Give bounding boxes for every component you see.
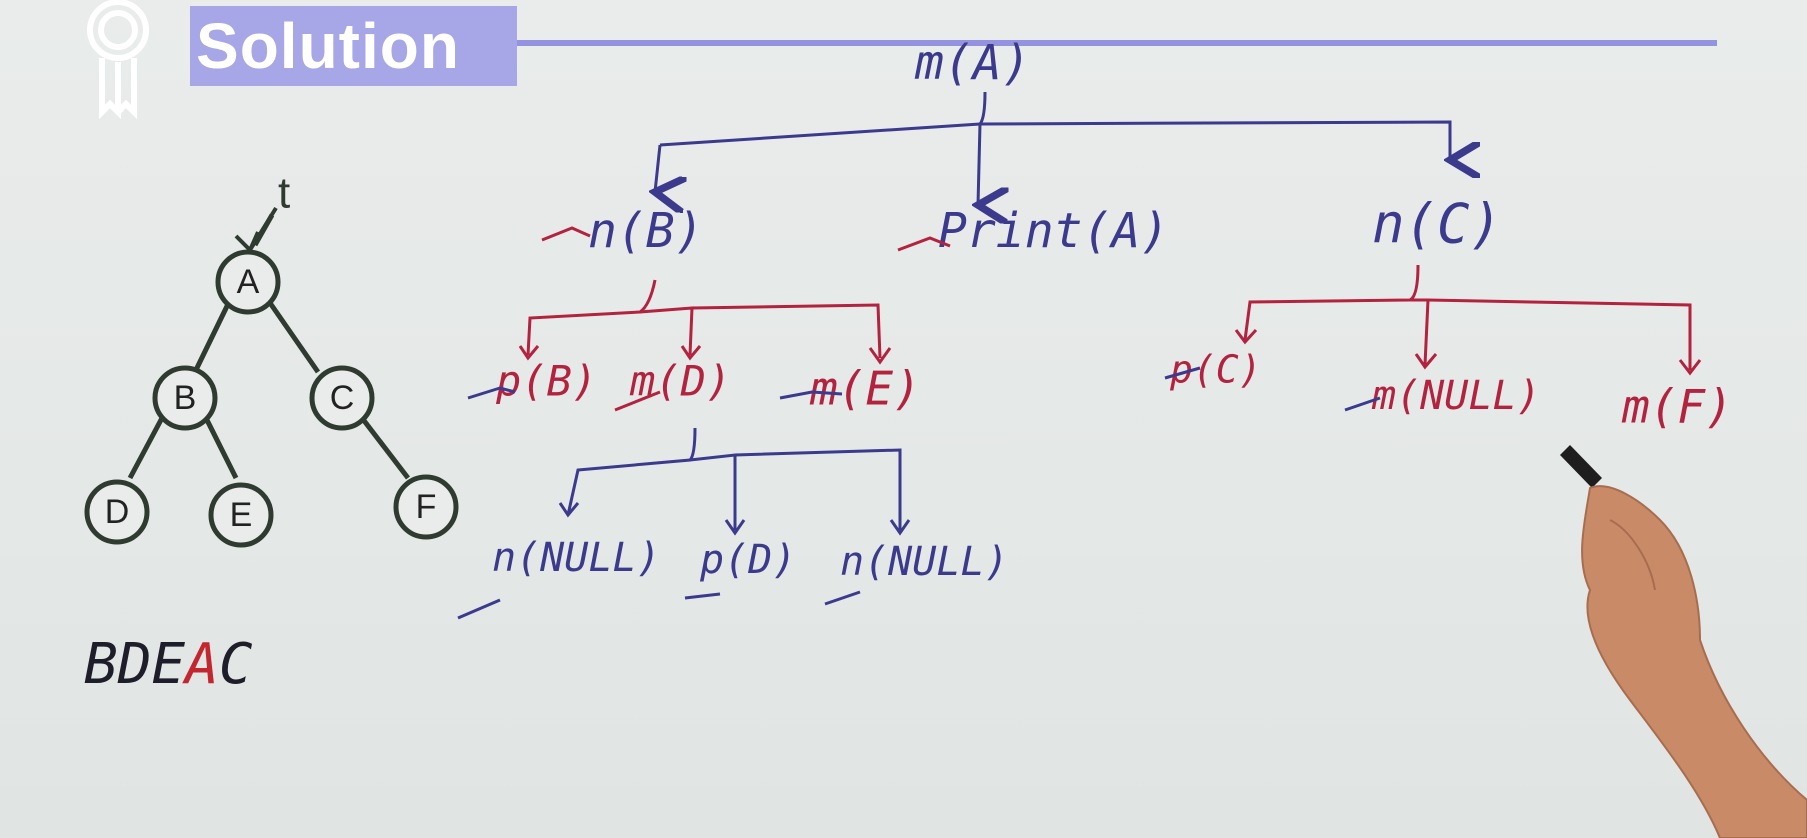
binary-tree-diagram (130, 215, 408, 478)
tree-node-d-label: D (104, 492, 130, 531)
trace-m-f: m(F) (1622, 379, 1733, 434)
trace-p-d: p(D) (700, 537, 797, 583)
traversal-result (84, 632, 253, 697)
trace-print-a: Print(A) (938, 203, 1170, 259)
pointer-arrow (236, 208, 276, 250)
result-suffix: C (218, 632, 253, 698)
result-prefix: BDE (84, 632, 186, 698)
trace-n-null-left: n(NULL) (492, 535, 661, 581)
trace-connectors-b (520, 280, 890, 362)
trace-m-null: m(NULL) (1372, 373, 1541, 419)
trace-call-n-b: n(B) (588, 203, 704, 259)
trace-p-b: p(B) (496, 356, 598, 406)
trace-connectors-c (1236, 265, 1700, 373)
tree-node-c-label: C (329, 378, 355, 417)
trace-connectors-root (655, 92, 1450, 205)
tree-node-a-label: A (236, 262, 260, 301)
result-highlight: A (185, 632, 219, 698)
trace-m-d: m(D) (630, 356, 732, 406)
tree-node-f-label: F (415, 487, 437, 526)
trace-call-n-c: n(C) (1372, 192, 1503, 256)
trace-connectors-d (560, 428, 909, 533)
tree-node-e-label: E (229, 495, 253, 534)
pointer-label: t (278, 168, 291, 218)
trace-root: m(A) (915, 35, 1031, 91)
presenter-hand (1560, 445, 1807, 838)
page-title: Solution (190, 6, 517, 86)
trace-n-null-right: n(NULL) (840, 539, 1009, 585)
trace-m-e: m(E) (810, 361, 921, 416)
trace-p-c: p(C) (1170, 347, 1262, 392)
tree-node-b-label: B (173, 378, 197, 417)
